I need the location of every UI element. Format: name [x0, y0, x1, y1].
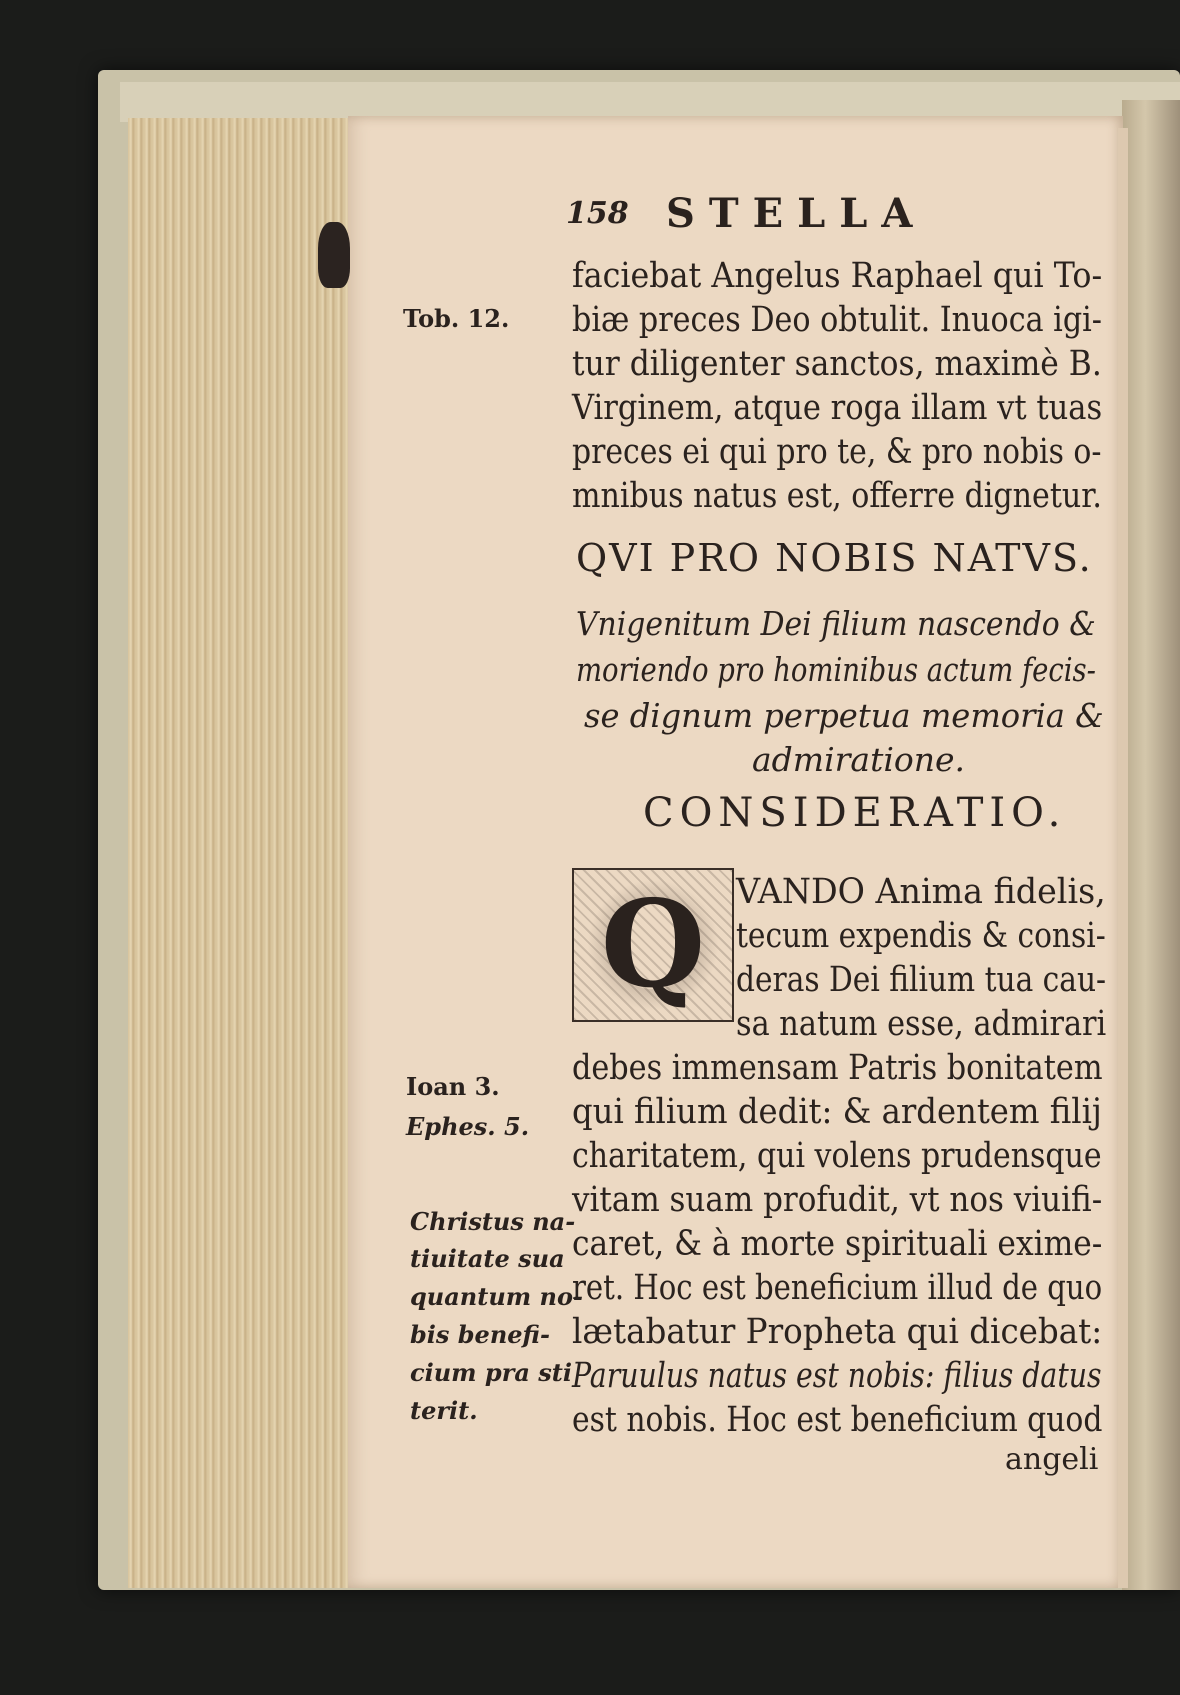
- ink-stain: [318, 222, 350, 288]
- body-line: caret, & à morte spirituali exime-: [572, 1224, 1103, 1264]
- body-line: ret. Hoc est beneficium illud de quo: [572, 1268, 1103, 1308]
- consideratio-heading: CONSIDERATIO.: [643, 790, 1067, 836]
- summary-line: admiratione.: [752, 740, 966, 779]
- book-spine: [1122, 100, 1180, 1590]
- margin-note-line: quantum no-: [410, 1282, 583, 1311]
- decorated-initial: [572, 868, 734, 1022]
- body-line: vitam suam profudit, vt nos viuifi-: [572, 1180, 1103, 1220]
- margin-note-line: cium pra sti: [410, 1358, 572, 1387]
- body-line: tecum expendis & consi-: [736, 916, 1106, 956]
- margin-note-line: tiuitate sua: [410, 1244, 565, 1273]
- summary-line: moriendo pro hominibus actum fecis-: [576, 650, 1096, 689]
- body-line: biæ preces Deo obtulit. Inuoca igi-: [572, 300, 1102, 340]
- body-line: preces ei qui pro te, & pro nobis o-: [572, 432, 1102, 472]
- body-line: VANDO Anima fidelis,: [736, 872, 1106, 912]
- margin-note-line: bis benefi-: [410, 1320, 550, 1349]
- running-title: STELLA: [666, 190, 927, 237]
- margin-note-line: terit.: [410, 1396, 478, 1425]
- page-right-edge: [1118, 128, 1128, 1588]
- page-edges: [128, 118, 352, 1588]
- page-number: 158: [566, 196, 629, 231]
- body-line: Virginem, atque roga illam vt tuas: [572, 388, 1103, 428]
- summary-line: se dignum perpetua memoria &: [584, 696, 1104, 735]
- margin-ref-ephes: Ephes. 5.: [406, 1112, 530, 1141]
- body-line: charitatem, qui volens prudensque: [572, 1136, 1102, 1176]
- body-line: lætabatur Propheta qui dicebat:: [572, 1312, 1103, 1352]
- body-line: Paruulus natus est nobis: filius datus: [572, 1356, 1102, 1396]
- body-line: debes immensam Patris bonitatem: [572, 1048, 1103, 1088]
- body-line: est nobis. Hoc est beneficium quod: [572, 1400, 1103, 1440]
- body-line: deras Dei filium tua cau-: [736, 960, 1107, 1000]
- body-line: qui filium dedit: & ardentem filij: [572, 1092, 1102, 1132]
- initial-letter: Q: [600, 874, 706, 1015]
- summary-line: Vnigenitum Dei filium nascendo &: [576, 604, 1096, 643]
- margin-ref-tob: Tob. 12.: [403, 304, 510, 333]
- margin-note-line: Christus na-: [410, 1207, 576, 1236]
- body-line: mnibus natus est, offerre dignetur.: [572, 476, 1102, 516]
- margin-ref-ioan: Ioan 3.: [406, 1072, 500, 1101]
- body-line: tur diligenter sanctos, maximè B.: [572, 344, 1102, 384]
- body-line: faciebat Angelus Raphael qui To-: [572, 256, 1103, 296]
- catchword: angeli: [1005, 1442, 1099, 1477]
- section-heading: QVI PRO NOBIS NATVS.: [576, 536, 1093, 580]
- body-line: sa natum esse, admirari: [736, 1004, 1107, 1044]
